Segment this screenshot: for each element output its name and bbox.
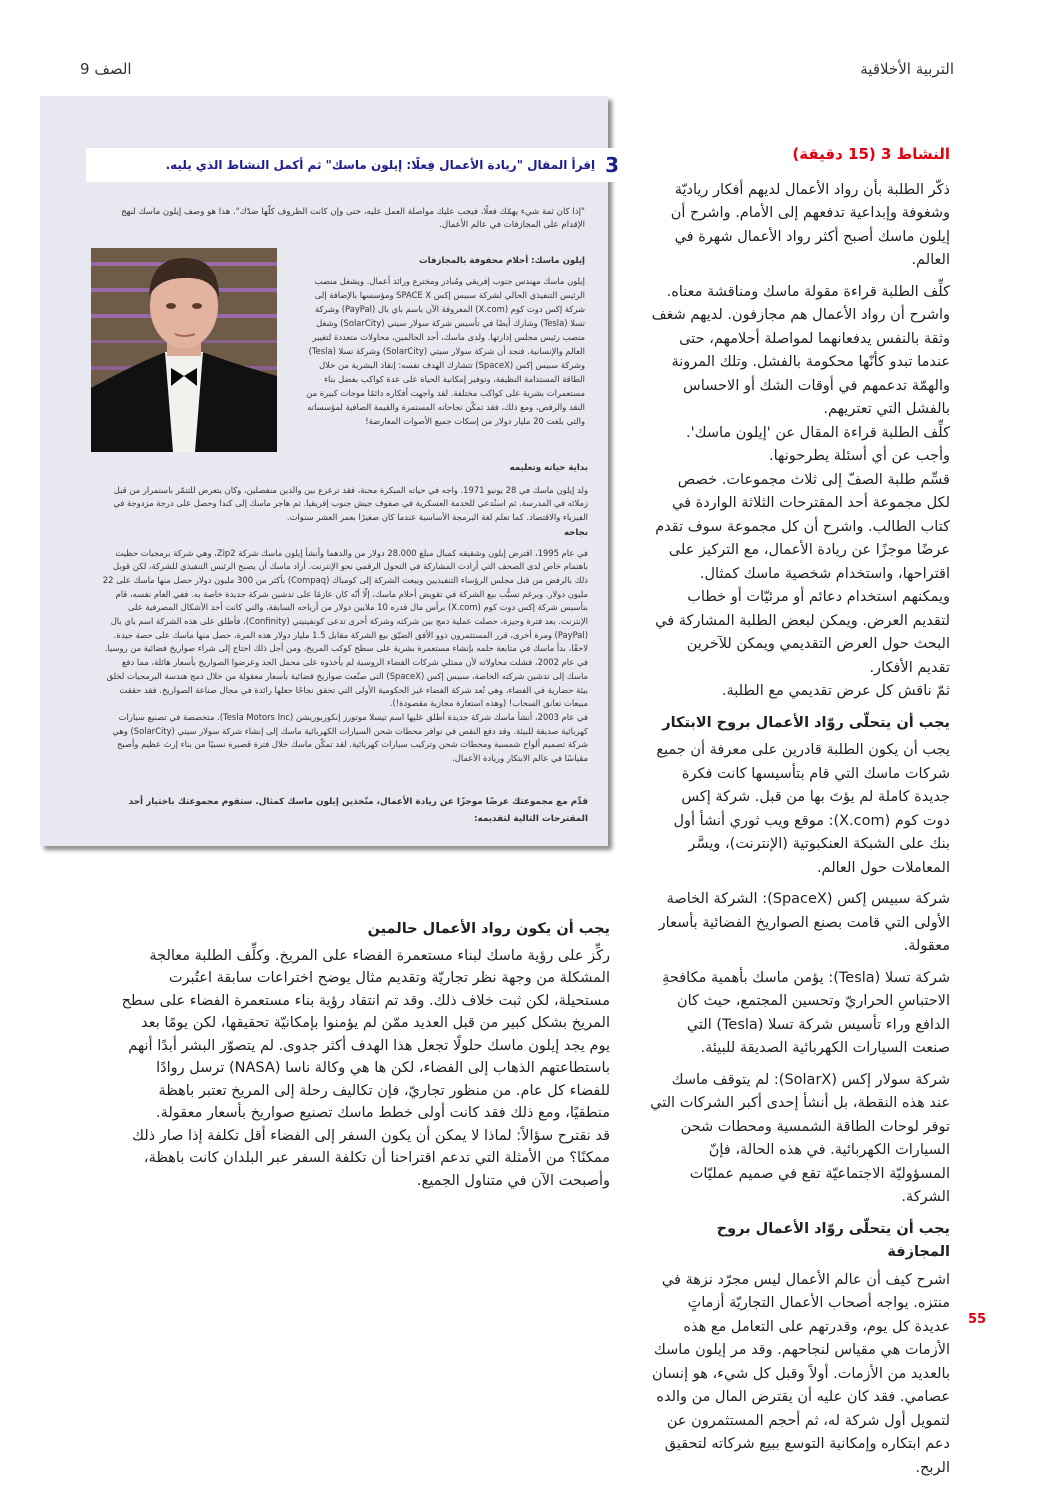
article-section-1 [300,254,585,428]
innovation-paragraph: شركة سبيس إكس (SpaceX): الشركة الخاصة الأولى التي قامت بصنع الصواريخ الفضائية بأسعار معقولة. [658,891,950,954]
dreamers-paragraph: قد نقترح سؤالاً: لماذا لا يمكن أن يكون السفر إلى الفضاء أقل تكلفة إذا صار ذلك ممكنًا؟ من الأمثلة التي تدعم اقتراحنا أن تكلفة السفر عبر البلدان كانت باهظة، وأصبحت الآن في متناول الجميع. [132,1127,610,1189]
article-heading-2: بداية حياته وتعليمه [509,463,588,473]
innovation-paragraph: شركة سولار إكس (SolarX): لم يتوقف ماسك عند هذه النقطة، بل أنشأ إحدى أكبر الشركات التي توفر لوحات الطاقة الشمسية ومحطات شحن السيارات الكهربائية. في هذه الحالة، فإنّ المسؤوليّة الاجتماعيّة تقع في صميم عمليّات الشركة. [650,1071,950,1205]
dreamers-section [120,918,610,1192]
risk-paragraph: اشرح كيف أن عالم الأعمال ليس مجرّد نزهة في منتزه. يواجه أصحاب الأعمال التجاريّة أزماتٍ عديدة كل يوم، وقدرتهم على التعامل مع هذه الأزمات هي مقياس لنجاحهم. وقد مر إيلون ماسك بالعديد من الأزمات. أولاً وقبل كل شيء، هو إنسان عصامي. فقد كان عليه أن يقترض المال من والده لتمويل أول شركة له، ثم أحجم المستثمرون عن دعم ابتكاره وإمكانية التوسع ببيع شركاته لتحقيق الربح. [652,1271,950,1476]
portrait-image [91,248,277,452]
activity-paragraph: قسِّم طلبة الصفّ إلى ثلاث مجموعات. خصص لكل مجموعة أحد المقترحات الثلاثة الواردة في كتاب الطالب. واشرح أن كل مجموعة سوف تقدم عرضًا موجزًا عن ريادة الأعمال، مع التركيز على اقتراحها، واستخدام شخصية ماسك كمثال. ويمكنهم استخدام دعائم أو مرئيّات أو خطاب لتقديم العرض. ويمكن لبعض الطلبة المشاركة في البحث حول العرض التقديمي ويمكن للآخرين تقديم الأفكار. [655,471,950,676]
innovation-paragraph: شركة تسلا (Tesla): يؤمن ماسك بأهمية مكافحةِ الاحتباسِ الحراريّ وتحسين المجتمع، حيث كان الدافع وراء تأسيس شركة تسلا (Tesla) التي صنعت السيارات الكهربائية الصديقة للبيئة. [662,969,950,1056]
innovation-heading: يجب أن يتحلّى روّاد الأعمال بروح الابتكار [662,714,950,731]
dreamers-heading: يجب أن يكون رواد الأعمال حالمين [367,921,610,937]
header-grade: الصف 9 [80,60,132,78]
card-instruction-band [86,148,627,182]
activity-paragraph: ذكّر الطلبة بأن رواد الأعمال لديهم أفكار رياديّة وشغوفة وإبداعية تدفعهم إلى الأمام. واشرح أن إيلون ماسك أصبح أكثر رواد الأعمال شهرة في العالم. [670,181,950,268]
elon-musk-photo [91,248,277,452]
card-number: 3 [605,153,619,177]
article-section-2 [100,462,588,766]
activity-column [650,143,950,1488]
page-number: 55 [968,1312,987,1327]
article-text-3a: في عام 1995، اقترض إيلون وشقيقه كمبال مبلغ 28.000 دولار من والدهما وأنشأ إيلون ماسك شركة Zip2، وهي شركة برمجيات حظيت باهتمام خاص لدى الصحف التي أرادت المشاركة في التحول الرقمي نحو الإنترنت. أراد ماسك أن يصبح الرئيس التنفيذي للشركة، لكن قوبل ذلك بالرفض من قبل مجلس الرؤساء التنفيذيين وبيعت الشركة إلى كومباك (Compaq) بأكثر من 300 مليون دولار حصل منها ماسك على 22 مليون دولار. وبرغم تسبُّب بيع الشركة في تقويض أحلام ماسك، إلّا أنّه كان عازمًا على تدشين شركة جديدة خاصة به. ففي العام نفسه، قام بتأسيس شركة إكس دوت كوم (X.com) برأس مال قدره 10 ملايين دولار من أرباحه السابقة، والتي كانت أحد الأشكال المصرفية على الإنترنت. بعد فترة وجيزة، حصلت عملية دمج بين شركته وشركة أخرى تدعى كونفينيتي (Confinity)، فأطلق على هذه الشركة اسم باي بال (PayPal) ومرة أخرى، قرر المستثمرون ذوو الأفق الضيّق بيع الشركة مقابل 1.5 مليار دولار هذه المرة، حصل منها ماسك على حصة جيدة. [102,547,588,640]
student-book-card [40,96,619,846]
activity-title: النشاط 3 (15 دقيقة) [792,145,950,163]
dreamers-paragraph: ركِّز على رؤية ماسك لبناء مستعمرة الفضاء على المريخ. وكلِّف الطلبة معالجة المشكلة من وجهة نظر تجاريّة وتقديم مثال يوضح اختراعات سابقة اعتُبرت مستحيلة، لكن ثبت خلاف ذلك. وقد تم انتقاد رؤية بناء مستعمرة الفضاء على سطح المريخ بشكل كبير من قبل العديد ممّن لم يؤمنوا بإمكانيّة تحقيقها، لكن يومًا بعد يوم يجد إيلون ماسك حلولًا تجعل هذا الهدف أكثر جدوى. لم يتصوّر البشر أبدًا أنهم باستطاعتهم الذهاب إلى الفضاء، لكن ها هي وكالة ناسا (NASA) ترسل روادًا للفضاء كل عام. من منظور تجاريّ، فإن تكاليف رحلة إلى المريخ تعتبر باهظة منطقيًا، ومع ذلك فقد كانت أولى خطط ماسك تصنيع صواريخ بأسعار معقولة. [121,947,610,1121]
header-subject: التربية الأخلاقية [860,60,954,78]
activity-paragraph: كلِّف الطلبة قراءة مقولة ماسك ومناقشة معناه. واشرح أن رواد الأعمال هم مجازفون. لديهم شغف وثقة بالنفس يدفعانهما لمواصلة أحلامهم، حتى عندما تبدو كأنّها محكومة بالفشل. وتلك المرونة والهمّة تدعمهم في أوقات الشك أو الاحساس بالفشل التي تعتريهم. [651,283,950,417]
card-task: قدِّم مع مجموعتك عرضًا موجزًا عن ريادة الأعمال، متّخذين إيلون ماسك كمثال. ستقوم مجموعتك باختيار أحد المقترحات التالية لتقديمه: [128,797,588,824]
article-text-3c: في عام 2003، أنشأ ماسك شركة جديدة أطلق عليها اسم تيسلا موتورز إنكوربوريشن (Tesla Motors Inc). متخصصة في تصنيع سيارات كهربائية صديقة للبيئة. وقد دفع النقص في توافر محطات شحن السيارات الكهربائية ماسك إلى إنشاء شركة سولار سيتي (SolarCity) وهي شركة تصميم ألواح شمسية ومحطات شحن وتركيب سيارات كهربائية. لقد تمكّن ماسك خلال فترة قصيرة نسبيًا من بناء إرث عظيم وأصبح مقياسًا في عالم الابتكار وريادة الأعمال. [112,711,588,764]
innovation-paragraph: يجب أن يكون الطلبة قادرين على معرفة أن جميع شركات ماسك التي قام بتأسيسها كانت فكرة جديدة كاملة لم يؤتَ بها من قبل. شركة إكس دوت كوم (X.com): موقع ويب ثوري أنشأ أول بنك على الشبكة العنكبوتية (الإنترنت)، ويسَّر المعاملات حول العالم. [656,742,950,876]
risk-heading: يجب أن يتحلّى روّاد الأعمال بروح المجازفة [716,1220,950,1260]
article-text-2: ولد إيلون ماسك في 28 يونيو 1971. واجه في حياته المبكرة محنة، فقد ترعرع بين والدين منفصلين، وكان يتعرض للتنمّر باستمرار من قبل زملائه في المدرسة. ثم استُدعي للخدمة العسكرية في صفوف جيش جنوب إفريقيا. ثم هاجر ماسك إلى كندا وحصل على درجة مزدوجة في الفيزياء والاقتصاد. كما تعلم لغة البرمجة الأساسية عندما كان صغيرًا بعمر العشر سنوات. [113,484,588,523]
article-heading-1: إيلون ماسك: أحلام محفوفة بالمجازفات [419,256,585,266]
card-instruction: اِقرأ المقال "ريادة الأعمال فِعلًا: إيلون ماسك" ثم أكمل النشاط الذي يليه. [165,158,596,172]
article-text-1: إيلون ماسك مهندس جنوب إفريقي ومُبادر ومخترع ورائد أعمال. ويشغل منصب الرئيس التنفيذي الحالي لشركة سبيس إكس SPACE X ومؤسسها بالإضافة إلى شركة إكس دوت كوم (X.com) المعروفة الآن باسم باي بال (PayPal) وشركة تسلا (Tesla) وشارك أيضًا في تأسيس شركة سولار سيتي (SolarCity) وشغل منصب رئيس مجلس إدارتها. ولدى ماسك، أحد الحالمين، محاولات متعددة لتغيير العالم والإنسانية. فنجد أن شركة سولار سيتي (SolarCity) وشركة تسلا (Tesla) وشركة سبيس إكس (SpaceX) تتشارك الهدف نفسه: إنقاذ البشرية من خلال الطاقة المستدامة النظيفة، وتوفير إمكانية الحياة على عدة كواكب بفضل بناء مستعمرات بشرية على كواكب مختلفة. لقد واجهت أفكاره دائمًا موجات كبيرة من النقد والرفض، ومع ذلك، فقد تمكّن نجاحاته المستمرة والقيمة الصافية لمؤسساته والتي بلغت 20 مليار دولار من إسكات جميع الأصوات المعارضة! [306,276,585,426]
card-quote: "إذا كان ثمة شيء يهمّك فعلًا، فيجب عليك مواصلة العمل عليه، حتى وإن كانت الظروف كلّها ضدّك". هذا هو وصف إيلون ماسك لنهج الإقدام على المجازفات في عالم الأعمال. [121,207,585,230]
article-heading-3: نجاحه [563,527,588,538]
activity-paragraph: ثمّ ناقش كل عرض تقديمي مع الطلبة. [721,683,950,699]
article-text-3b: لاحقًا، بدأ ماسك في متابعة حلمه بإنشاء مستعمرة بشرية على سطح كوكب المريخ، ومن أجل ذلك احتاج إلى شراء صواريخ فضائية من روسيا. في عام 2002، فشلت محاولاته لأن ممثلي شركات الفضاء الروسية لم يأخذوه على محمل الجد وعرضوا الصواريخ بأسعار هائلة، مما دفع ماسك إلى تدشين شركته الخاصة، سبيس إكس (SpaceX) التي صنّعت صواريخ فضائية بأسعار معقولة من خلال دمج هندسة البرمجيات لخلق بيئة حضارية في الفضاء، وهي تُعد شركة الفضاء غير الحكومية الأولى التي تحقق نجاحًا جعلها رائدة في مجال صناعة الصواريخ. فقد حققت مبيعات تعانق السحاب! (وهذه استعارة مجازية مقصودة!). [104,643,588,709]
activity-paragraph: كلِّف الطلبة قراءة المقال عن 'إيلون ماسك'. وأجب عن أي أسئلة يطرحونها. [686,424,950,464]
